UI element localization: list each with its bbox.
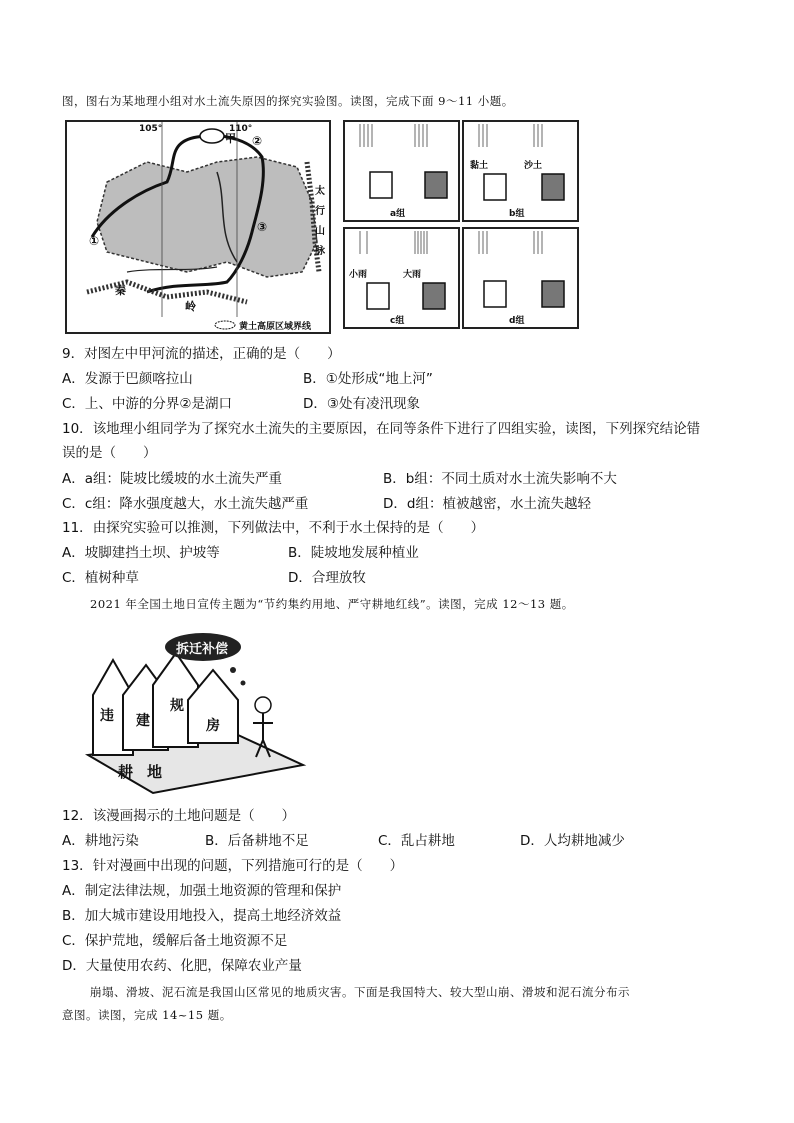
- farmland-label: 耕地: [118, 763, 177, 781]
- question-number: 11．: [62, 520, 93, 536]
- q12-option-a: A．耕地污染: [62, 833, 139, 849]
- q12-option-b: B．后备耕地不足: [205, 833, 309, 849]
- lon-label-105: 105°: [139, 124, 163, 134]
- question-number: 12．: [62, 808, 93, 824]
- plateau-region: [97, 157, 317, 277]
- q13-option-b: B．加大城市建设用地投入，提高土地经济效益: [62, 908, 342, 924]
- label-mai: 脉: [315, 246, 325, 257]
- label-3: ③: [257, 220, 268, 234]
- q9-option-c: C．上、中游的分界②是湖口: [62, 396, 233, 412]
- question-number: 10．: [62, 421, 93, 437]
- q10-option-d: D．d组：植被越密，水土流失越轻: [383, 496, 591, 512]
- map-drawing: [67, 122, 329, 332]
- question-number: 9．: [62, 346, 85, 362]
- q13-option-d: D．大量使用农药、化肥，保障农业产量: [62, 958, 302, 974]
- label-heavy-rain: 大雨: [403, 270, 422, 280]
- loess-plateau-map: [65, 120, 331, 334]
- q9-option-d: D．③处有凌汛现象: [303, 396, 420, 412]
- label-sand: 沙土: [524, 161, 543, 171]
- experiment-c-label: c组: [390, 316, 405, 326]
- q10-option-a: A．a组：陡坡比缓坡的水土流失严重: [62, 471, 283, 487]
- intro-text-1: 图，图右为某地理小组对水土流失原因的探究实验图。读图，完成下面 9～11 小题。: [62, 94, 514, 108]
- intro-text-3-cont: 意图。读图，完成 14~15 题。: [62, 1008, 232, 1022]
- lon-label-110: 110°: [229, 124, 253, 134]
- experiment-b: [462, 120, 579, 222]
- question-stem: 对图左中甲河流的描述，正确的是（ ）: [84, 346, 341, 362]
- experiment-a: [343, 120, 460, 222]
- question-12-stem: [62, 807, 295, 825]
- q10-option-b: B．b组：不同土质对水土流失影响不大: [383, 471, 617, 487]
- label-shan: 山: [315, 226, 325, 237]
- question-number: 13．: [62, 858, 93, 874]
- q11-option-b: B．陡坡地发展种植业: [288, 545, 419, 561]
- legend-symbol: [215, 321, 235, 329]
- q11-option-d: D．合理放牧: [288, 570, 366, 586]
- experiment-b-label: b组: [509, 209, 525, 219]
- label-1: ①: [89, 234, 100, 248]
- label-ling: 岭: [185, 300, 196, 313]
- experiment-d: [462, 227, 579, 329]
- person-head: [255, 697, 271, 713]
- label-2: ②: [252, 134, 263, 148]
- experiment-a-label: a组: [390, 209, 406, 219]
- house-char-2: 建: [136, 713, 150, 729]
- q10-option-c: C．c组：降水强度越大，水土流失越严重: [62, 496, 309, 512]
- experiment-c: [343, 227, 460, 329]
- land-cartoon: [78, 625, 314, 797]
- label-tai: 太: [315, 186, 325, 197]
- label-clay: 黏土: [470, 161, 489, 171]
- q12-option-d: D．人均耕地减少: [520, 833, 625, 849]
- q11-option-c: C．植树种草: [62, 570, 139, 586]
- label-qin: 秦: [115, 284, 126, 297]
- label-light-rain: 小雨: [349, 270, 368, 280]
- q9-option-b: B．①处形成“地上河”: [303, 371, 433, 387]
- q13-option-c: C．保护荒地，缓解后备土地资源不足: [62, 933, 288, 949]
- house-char-3: 规: [170, 698, 184, 714]
- intro-text-2: 2021 年全国土地日宣传主题为“节约集约用地、严守耕地红线”。读图，完成 12～13 题。: [90, 597, 574, 611]
- question-stem: 由探究实验可以推测，下列做法中，不利于水土保持的是（ ）: [92, 520, 485, 536]
- intro-text-3: 崩塌、滑坡、泥石流是我国山区常见的地质灾害。下面是我国特大、较大型山崩、滑坡和泥石流分布示: [90, 985, 630, 999]
- question-stem: 该地理小组同学为了探究水土流失的主要原因，在同等条件下进行了四组实验，读图，下列探究结论错: [92, 421, 701, 437]
- experiment-d-label: d组: [509, 316, 525, 326]
- question-11-stem: [62, 519, 484, 537]
- question-13-stem: [62, 857, 403, 875]
- house-char-1: 违: [100, 708, 114, 724]
- qinling-mountains: [87, 282, 247, 302]
- question-10-stem: [62, 420, 700, 438]
- question-stem: 该漫画揭示的土地问题是（ ）: [92, 808, 296, 824]
- q12-option-c: C．乱占耕地: [378, 833, 455, 849]
- label-jia: 甲: [225, 132, 236, 145]
- q9-option-a: A．发源于巴颜喀拉山: [62, 371, 193, 387]
- house-char-4: 房: [206, 718, 220, 734]
- question-stem: 针对漫画中出现的问题，下列措施可行的是（ ）: [92, 858, 404, 874]
- lake: [200, 129, 224, 143]
- bubble-text: 拆迁补偿: [176, 642, 229, 657]
- q11-option-a: A．坡脚建挡土坝、护坡等: [62, 545, 220, 561]
- question-10-stem-cont: 误的是（ ）: [62, 445, 157, 461]
- map-legend-text: 黄土高原区域界线: [239, 322, 312, 332]
- label-hang: 行: [315, 206, 325, 217]
- question-9-stem: [62, 345, 341, 363]
- q13-option-a: A．制定法律法规，加强土地资源的管理和保护: [62, 883, 342, 899]
